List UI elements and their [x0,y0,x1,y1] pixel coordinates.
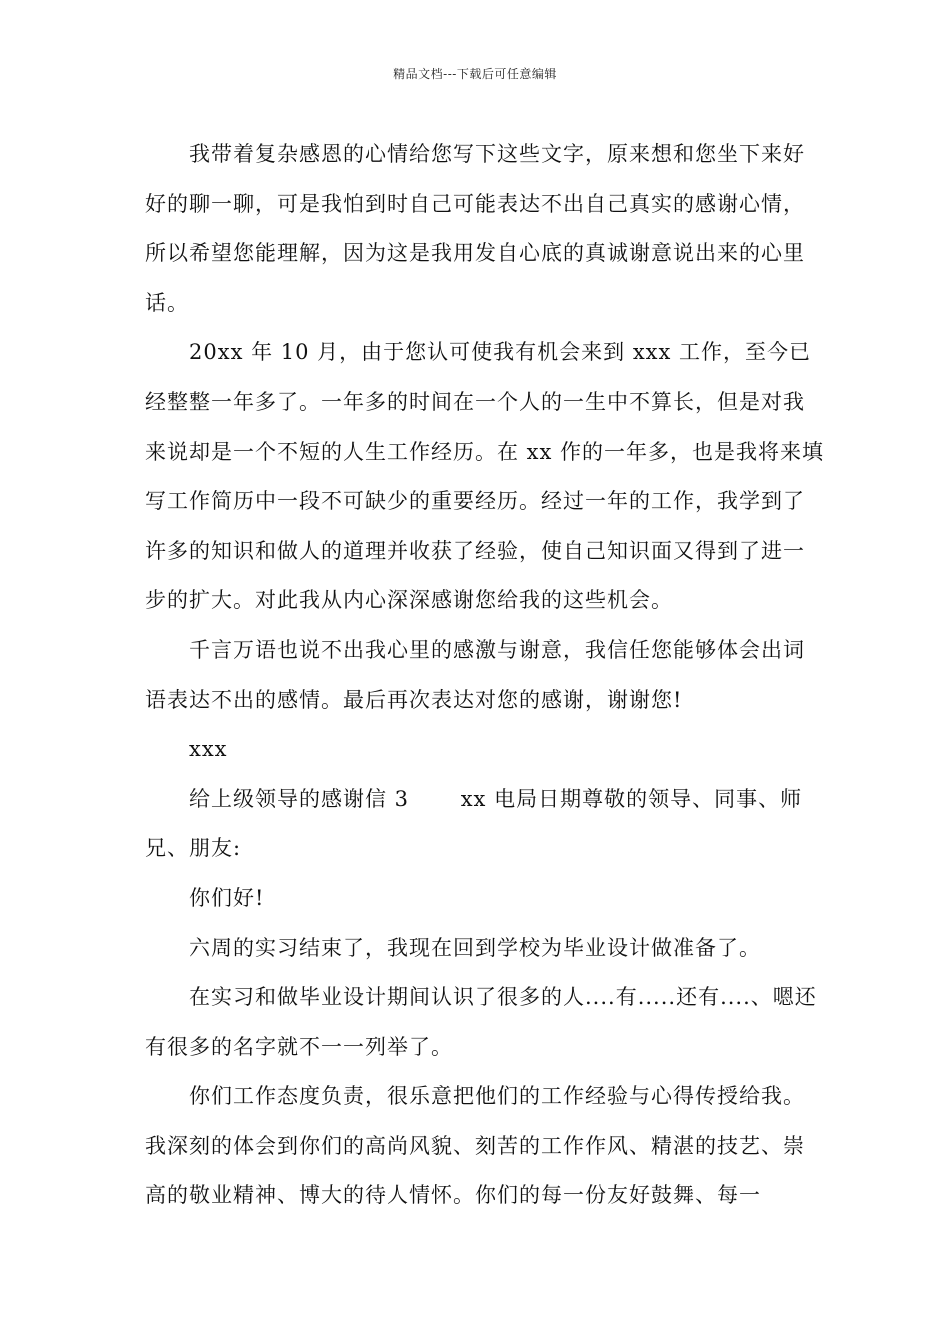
letter-heading: 给上级领导的感谢信 3 xx 电局日期尊敬的领导、同事、师兄、朋友: [145,786,803,861]
paragraph-8: 在实习和做毕业设计期间认识了很多的人....有.....还有....、嗯还有很多的名字就不一一列举了。 [145,985,817,1059]
signature-line: xxx [189,737,228,762]
greeting: 你们好! [189,885,265,910]
paragraph-2: 20xx 年 10 月，由于您认可使我有机会来到 xxx 工作，至今已经整整一年多了。一年多的时间在一个人的一生中不算长，但是对我来说却是一个不短的人生工作经历。在 xx 作的一年多，也是我将来填写工作简历中一段不可缺少的重要经历。经过一年的工作，我学到了许多的知识和做人的道理并收获了经验，使自己知识面又得到了进一步的扩大。对此我从内心深深感谢您给我的这些机会。 [145,340,825,613]
page-header: 精品文档---下载后可任意编辑 [393,67,557,81]
paragraph-1: 我带着复杂感恩的心情给您写下这些文字，原来想和您坐下来好好的聊一聊，可是我怕到时自己可能表达不出自己真实的感谢心情，所以希望您能理解，因为这是我用发自心底的真诚谢意说出来的心里话。 [145,142,805,315]
document-body [145,130,825,1221]
paragraph-7: 六周的实习结束了，我现在回到学校为毕业设计做准备了。 [189,935,761,960]
paragraph-9: 你们工作态度负责，很乐意把他们的工作经验与心得传授给我。我深刻的体会到你们的高尚风貌、刻苦的工作作风、精湛的技艺、崇高的敬业精神、博大的待人情怀。你们的每一份友好鼓舞、每一 [145,1084,805,1208]
paragraph-3: 千言万语也说不出我心里的感激与谢意，我信任您能够体会出词语表达不出的感情。最后再次表达对您的感谢，谢谢您! [145,637,805,712]
